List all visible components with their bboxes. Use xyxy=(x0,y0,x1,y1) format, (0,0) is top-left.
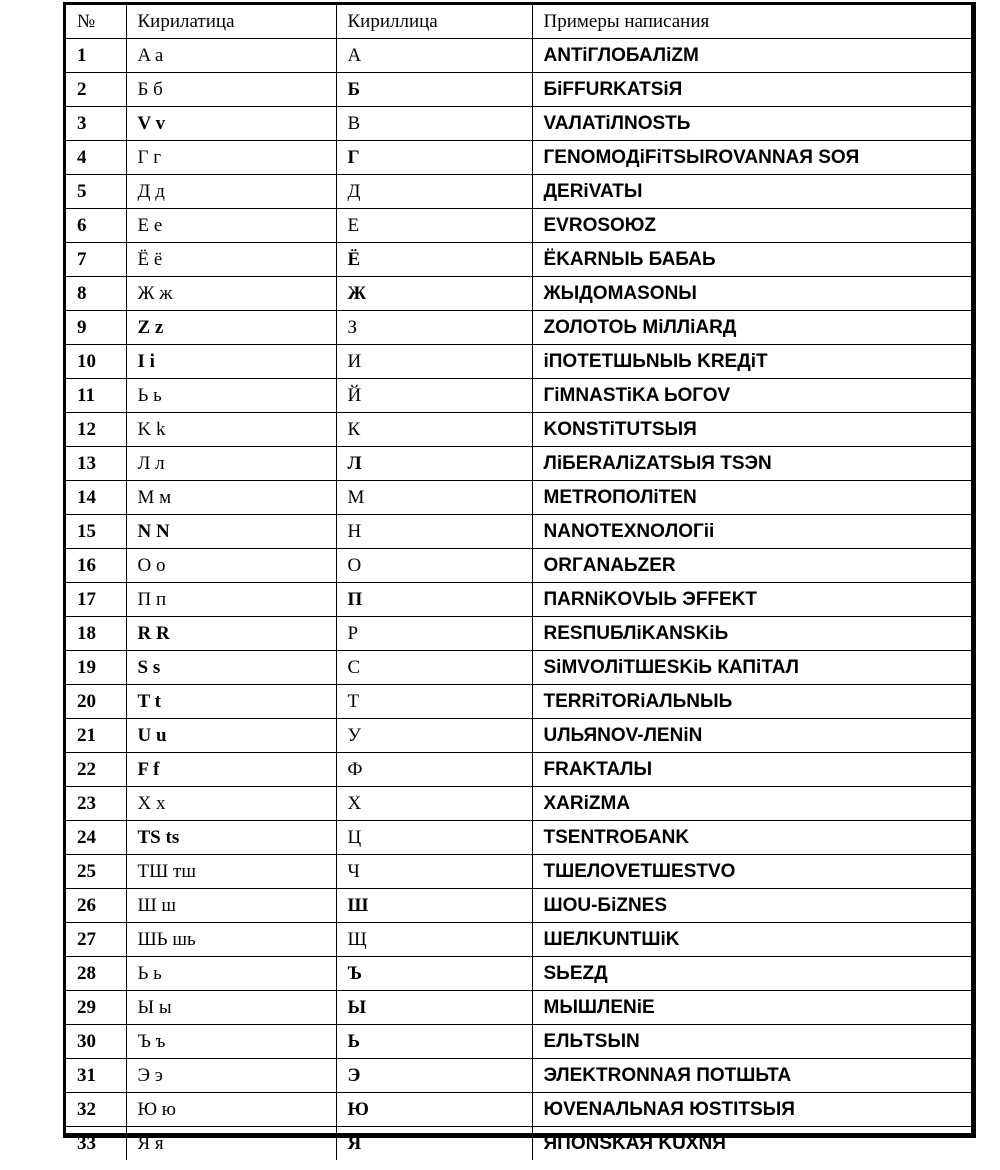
table-row xyxy=(66,1025,971,1059)
table-row xyxy=(66,583,971,617)
row-number: 30 xyxy=(66,1025,126,1059)
table-row xyxy=(66,685,971,719)
table-row xyxy=(66,991,971,1025)
row-number: 28 xyxy=(66,957,126,991)
example-word: XARiZMA xyxy=(532,787,971,821)
row-number: 2 xyxy=(66,73,126,107)
example-word: ЯПONSKAЯ KUXNЯ xyxy=(532,1127,971,1161)
table-row xyxy=(66,1093,971,1127)
table-row xyxy=(66,73,971,107)
cyrillic-letter: У xyxy=(336,719,532,753)
example-word: iПОТЕТШЬNЫЬ KREДiT xyxy=(532,345,971,379)
row-number: 20 xyxy=(66,685,126,719)
cyrillic-letter: Г xyxy=(336,141,532,175)
row-number: 7 xyxy=(66,243,126,277)
table-row xyxy=(66,957,971,991)
alphabet-table-frame xyxy=(63,2,976,1154)
row-number: 11 xyxy=(66,379,126,413)
table-row xyxy=(66,1059,971,1093)
example-word: БiFFURKATSiЯ xyxy=(532,73,971,107)
kirilatitsa-letter: П п xyxy=(126,583,336,617)
table-row xyxy=(66,889,971,923)
header-row xyxy=(66,5,971,39)
table-row xyxy=(66,209,971,243)
example-word: ШЕЛKUNТШiK xyxy=(532,923,971,957)
example-word: ORГANAЬZER xyxy=(532,549,971,583)
example-word: ЭЛЕKTRONNAЯ ПОТШЬТА xyxy=(532,1059,971,1093)
kirilatitsa-letter: TS ts xyxy=(126,821,336,855)
row-number: 9 xyxy=(66,311,126,345)
table-row xyxy=(66,379,971,413)
row-number: 15 xyxy=(66,515,126,549)
header-cyrillic: Кириллица xyxy=(336,5,532,39)
kirilatitsa-letter: R R xyxy=(126,617,336,651)
row-number: 22 xyxy=(66,753,126,787)
kirilatitsa-letter: ШЬ шь xyxy=(126,923,336,957)
table-row xyxy=(66,175,971,209)
table-row xyxy=(66,923,971,957)
cyrillic-letter: Ы xyxy=(336,991,532,1025)
cyrillic-letter: Ю xyxy=(336,1093,532,1127)
kirilatitsa-letter: K k xyxy=(126,413,336,447)
cyrillic-letter: Э xyxy=(336,1059,532,1093)
table-row xyxy=(66,243,971,277)
example-word: ШOU-БiZNES xyxy=(532,889,971,923)
example-word: SiMVOЛiТШЕSKiЬ КАПiТАЛ xyxy=(532,651,971,685)
kirilatitsa-letter: E e xyxy=(126,209,336,243)
table-row xyxy=(66,515,971,549)
kirilatitsa-letter: V v xyxy=(126,107,336,141)
cyrillic-letter: Ж xyxy=(336,277,532,311)
kirilatitsa-letter: Э э xyxy=(126,1059,336,1093)
cyrillic-letter: Щ xyxy=(336,923,532,957)
cyrillic-letter: Б xyxy=(336,73,532,107)
row-number: 13 xyxy=(66,447,126,481)
cyrillic-letter: З xyxy=(336,311,532,345)
row-number: 24 xyxy=(66,821,126,855)
kirilatitsa-letter: Ш ш xyxy=(126,889,336,923)
kirilatitsa-letter: Л л xyxy=(126,447,336,481)
row-number: 4 xyxy=(66,141,126,175)
kirilatitsa-letter: N N xyxy=(126,515,336,549)
header-kirilatitsa: Кирилатица xyxy=(126,5,336,39)
example-word: VAЛATiЛNOSTЬ xyxy=(532,107,971,141)
table-row xyxy=(66,855,971,889)
table-row xyxy=(66,277,971,311)
row-number: 21 xyxy=(66,719,126,753)
cyrillic-letter: П xyxy=(336,583,532,617)
cyrillic-letter: С xyxy=(336,651,532,685)
row-number: 19 xyxy=(66,651,126,685)
cyrillic-letter: Я xyxy=(336,1127,532,1161)
table-row xyxy=(66,141,971,175)
row-number: 26 xyxy=(66,889,126,923)
cyrillic-letter: Л xyxy=(336,447,532,481)
alphabet-table xyxy=(66,5,971,1160)
cyrillic-letter: Н xyxy=(336,515,532,549)
example-word: MЫШЛЕNiE xyxy=(532,991,971,1025)
row-number: 1 xyxy=(66,39,126,73)
cyrillic-letter: Ц xyxy=(336,821,532,855)
kirilatitsa-letter: I i xyxy=(126,345,336,379)
table-row xyxy=(66,447,971,481)
table-row xyxy=(66,719,971,753)
cyrillic-letter: Х xyxy=(336,787,532,821)
example-word: ДЕRiVATЫ xyxy=(532,175,971,209)
cyrillic-letter: Е xyxy=(336,209,532,243)
cyrillic-letter: И xyxy=(336,345,532,379)
example-word: ГЕNOMOДiFiTSЫROVANNAЯ SOЯ xyxy=(532,141,971,175)
example-word: TERRiTORiAЛЬNЫЬ xyxy=(532,685,971,719)
kirilatitsa-letter: S s xyxy=(126,651,336,685)
kirilatitsa-letter: O o xyxy=(126,549,336,583)
cyrillic-letter: Ь xyxy=(336,1025,532,1059)
cyrillic-letter: Р xyxy=(336,617,532,651)
example-word: KONSTiTUTSЫЯ xyxy=(532,413,971,447)
table-row xyxy=(66,481,971,515)
row-number: 33 xyxy=(66,1127,126,1161)
table-row xyxy=(66,651,971,685)
table-body xyxy=(66,39,971,1161)
cyrillic-letter: К xyxy=(336,413,532,447)
kirilatitsa-letter: Ы ы xyxy=(126,991,336,1025)
example-word: NANOTEXNOЛОГii xyxy=(532,515,971,549)
example-word: ZОЛОТОЬ MiЛЛiARД xyxy=(532,311,971,345)
example-word: ЖЫДOMASONЫ xyxy=(532,277,971,311)
table-row xyxy=(66,787,971,821)
table-row xyxy=(66,413,971,447)
table-row xyxy=(66,753,971,787)
example-word: TSENTROБANK xyxy=(532,821,971,855)
table-row xyxy=(66,1127,971,1161)
cyrillic-letter: Й xyxy=(336,379,532,413)
header-examples: Примеры написания xyxy=(532,5,971,39)
row-number: 3 xyxy=(66,107,126,141)
table-header xyxy=(66,5,971,39)
kirilatitsa-letter: Ю ю xyxy=(126,1093,336,1127)
row-number: 27 xyxy=(66,923,126,957)
header-number: № xyxy=(66,5,126,39)
example-word: ГiMNASTiKA ЬОГОV xyxy=(532,379,971,413)
kirilatitsa-letter: Z z xyxy=(126,311,336,345)
kirilatitsa-letter: A a xyxy=(126,39,336,73)
table-row xyxy=(66,107,971,141)
cyrillic-letter: М xyxy=(336,481,532,515)
row-number: 29 xyxy=(66,991,126,1025)
row-number: 23 xyxy=(66,787,126,821)
example-word: ЁKARNЫЬ БАБАЬ xyxy=(532,243,971,277)
row-number: 5 xyxy=(66,175,126,209)
table-row xyxy=(66,549,971,583)
example-word: FRAKTAЛЫ xyxy=(532,753,971,787)
cyrillic-letter: А xyxy=(336,39,532,73)
kirilatitsa-letter: M м xyxy=(126,481,336,515)
kirilatitsa-letter: Г г xyxy=(126,141,336,175)
cyrillic-letter: Ч xyxy=(336,855,532,889)
kirilatitsa-letter: Ь ь xyxy=(126,957,336,991)
row-number: 14 xyxy=(66,481,126,515)
kirilatitsa-letter: Я я xyxy=(126,1127,336,1161)
table-row xyxy=(66,345,971,379)
example-word: METROПОЛiTEN xyxy=(532,481,971,515)
cyrillic-letter: Ъ xyxy=(336,957,532,991)
table-row xyxy=(66,311,971,345)
kirilatitsa-letter: F f xyxy=(126,753,336,787)
example-word: ЮVENAЛЬNAЯ ЮSTITSЫЯ xyxy=(532,1093,971,1127)
kirilatitsa-letter: X x xyxy=(126,787,336,821)
kirilatitsa-letter: Ж ж xyxy=(126,277,336,311)
example-word: EЛЬTSЫN xyxy=(532,1025,971,1059)
row-number: 6 xyxy=(66,209,126,243)
kirilatitsa-letter: Ъ ъ xyxy=(126,1025,336,1059)
kirilatitsa-letter: ТШ тш xyxy=(126,855,336,889)
kirilatitsa-letter: Д д xyxy=(126,175,336,209)
row-number: 18 xyxy=(66,617,126,651)
row-number: 32 xyxy=(66,1093,126,1127)
kirilatitsa-letter: Ё ё xyxy=(126,243,336,277)
row-number: 16 xyxy=(66,549,126,583)
cyrillic-letter: Ф xyxy=(336,753,532,787)
kirilatitsa-letter: Б б xyxy=(126,73,336,107)
cyrillic-letter: В xyxy=(336,107,532,141)
example-word: UЛЬЯNOV-ЛЕNiN xyxy=(532,719,971,753)
row-number: 12 xyxy=(66,413,126,447)
example-word: ПARNiKOVЫЬ ЭFFEKT xyxy=(532,583,971,617)
cyrillic-letter: Ш xyxy=(336,889,532,923)
row-number: 10 xyxy=(66,345,126,379)
cyrillic-letter: Ё xyxy=(336,243,532,277)
table-row xyxy=(66,617,971,651)
kirilatitsa-letter: U u xyxy=(126,719,336,753)
row-number: 17 xyxy=(66,583,126,617)
example-word: EVROSOЮZ xyxy=(532,209,971,243)
row-number: 8 xyxy=(66,277,126,311)
row-number: 31 xyxy=(66,1059,126,1093)
kirilatitsa-letter: T t xyxy=(126,685,336,719)
example-word: RESПUБЛiKANSKiЬ xyxy=(532,617,971,651)
table-row xyxy=(66,821,971,855)
example-word: SЬEZД xyxy=(532,957,971,991)
row-number: 25 xyxy=(66,855,126,889)
cyrillic-letter: Т xyxy=(336,685,532,719)
kirilatitsa-letter: Ь ь xyxy=(126,379,336,413)
cyrillic-letter: О xyxy=(336,549,532,583)
example-word: ТШЕЛОVETШESTVO xyxy=(532,855,971,889)
cyrillic-letter: Д xyxy=(336,175,532,209)
table-row xyxy=(66,39,971,73)
example-word: ЛiБЕRAЛiZATSЫЯ TSЭN xyxy=(532,447,971,481)
example-word: ANTiГЛОБАЛiZM xyxy=(532,39,971,73)
